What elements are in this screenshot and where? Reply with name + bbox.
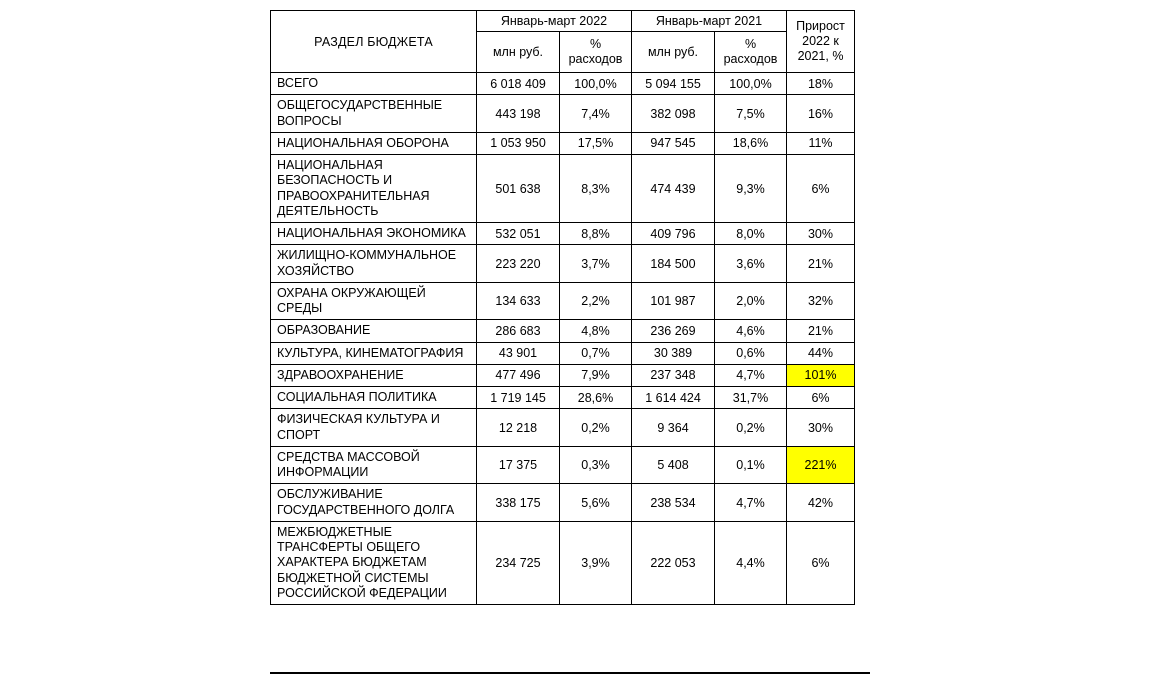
table-row xyxy=(271,95,855,133)
cell-growth: 6% xyxy=(787,387,855,409)
cell-section-name: ЖИЛИЩНО-КОММУНАЛЬНОЕ ХОЗЯЙСТВО xyxy=(271,245,477,283)
cell-growth: 6% xyxy=(787,155,855,223)
table-row xyxy=(271,320,855,342)
cell-section-name: ВСЕГО xyxy=(271,73,477,95)
cell-pct-2021: 18,6% xyxy=(715,132,787,154)
cell-pct-2022: 8,8% xyxy=(560,223,632,245)
cell-mln-2021: 222 053 xyxy=(632,521,715,604)
cell-section-name: МЕЖБЮДЖЕТНЫЕ ТРАНСФЕРТЫ ОБЩЕГО ХАРАКТЕРА БЮДЖЕТАМ БЮДЖЕТНОЙ СИСТЕМЫ РОССИЙСКОЙ ФЕДЕРАЦИИ xyxy=(271,521,477,604)
cell-growth: 16% xyxy=(787,95,855,133)
cell-pct-2021: 100,0% xyxy=(715,73,787,95)
cell-pct-2022: 17,5% xyxy=(560,132,632,154)
cell-mln-2022: 134 633 xyxy=(477,282,560,320)
cell-pct-2022: 0,3% xyxy=(560,446,632,484)
cell-pct-2022: 100,0% xyxy=(560,73,632,95)
cell-pct-2022: 5,6% xyxy=(560,484,632,522)
cell-pct-2022: 3,9% xyxy=(560,521,632,604)
table-row xyxy=(271,409,855,447)
table-row xyxy=(271,73,855,95)
cell-pct-2021: 0,2% xyxy=(715,409,787,447)
cell-growth: 44% xyxy=(787,342,855,364)
cell-mln-2022: 1 053 950 xyxy=(477,132,560,154)
cell-mln-2022: 6 018 409 xyxy=(477,73,560,95)
cell-mln-2021: 238 534 xyxy=(632,484,715,522)
cell-mln-2022: 12 218 xyxy=(477,409,560,447)
cell-pct-2021: 7,5% xyxy=(715,95,787,133)
table-row xyxy=(271,387,855,409)
cell-pct-2022: 3,7% xyxy=(560,245,632,283)
cell-mln-2022: 338 175 xyxy=(477,484,560,522)
column-header-period-2021: Январь-март 2021 xyxy=(632,11,787,32)
cell-pct-2021: 3,6% xyxy=(715,245,787,283)
cell-mln-2021: 30 389 xyxy=(632,342,715,364)
cell-pct-2021: 0,1% xyxy=(715,446,787,484)
cell-section-name: ЗДРАВООХРАНЕНИЕ xyxy=(271,364,477,386)
cell-pct-2021: 2,0% xyxy=(715,282,787,320)
table-row xyxy=(271,155,855,223)
cell-pct-2022: 7,9% xyxy=(560,364,632,386)
cell-mln-2021: 382 098 xyxy=(632,95,715,133)
column-header-section: РАЗДЕЛ БЮДЖЕТА xyxy=(271,11,477,73)
table-header xyxy=(271,11,855,73)
column-header-mln-2022: млн руб. xyxy=(477,32,560,73)
cell-section-name: НАЦИОНАЛЬНАЯ ЭКОНОМИКА xyxy=(271,223,477,245)
cell-mln-2021: 5 094 155 xyxy=(632,73,715,95)
cell-mln-2021: 101 987 xyxy=(632,282,715,320)
cell-mln-2022: 17 375 xyxy=(477,446,560,484)
column-header-mln-2021: млн руб. xyxy=(632,32,715,73)
cell-mln-2022: 223 220 xyxy=(477,245,560,283)
cell-pct-2021: 4,4% xyxy=(715,521,787,604)
table-row xyxy=(271,342,855,364)
cell-section-name: НАЦИОНАЛЬНАЯ БЕЗОПАСНОСТЬ И ПРАВООХРАНИТЕЛЬНАЯ ДЕЯТЕЛЬНОСТЬ xyxy=(271,155,477,223)
cell-mln-2021: 947 545 xyxy=(632,132,715,154)
cell-growth: 30% xyxy=(787,409,855,447)
cell-section-name: КУЛЬТУРА, КИНЕМАТОГРАФИЯ xyxy=(271,342,477,364)
cell-growth: 18% xyxy=(787,73,855,95)
table-header-row-1 xyxy=(271,11,855,32)
table-row xyxy=(271,446,855,484)
cell-pct-2022: 8,3% xyxy=(560,155,632,223)
cell-growth: 32% xyxy=(787,282,855,320)
cell-pct-2021: 31,7% xyxy=(715,387,787,409)
cell-growth: 101% xyxy=(787,364,855,386)
cell-mln-2022: 1 719 145 xyxy=(477,387,560,409)
cell-mln-2022: 286 683 xyxy=(477,320,560,342)
cell-pct-2021: 8,0% xyxy=(715,223,787,245)
cell-mln-2021: 9 364 xyxy=(632,409,715,447)
cell-growth: 21% xyxy=(787,245,855,283)
cell-mln-2021: 5 408 xyxy=(632,446,715,484)
cell-section-name: СОЦИАЛЬНАЯ ПОЛИТИКА xyxy=(271,387,477,409)
cell-pct-2022: 28,6% xyxy=(560,387,632,409)
table-row xyxy=(271,484,855,522)
cell-section-name: ОБСЛУЖИВАНИЕ ГОСУДАРСТВЕННОГО ДОЛГА xyxy=(271,484,477,522)
cell-growth: 11% xyxy=(787,132,855,154)
cell-mln-2022: 234 725 xyxy=(477,521,560,604)
cell-growth: 42% xyxy=(787,484,855,522)
table-body xyxy=(271,73,855,605)
column-header-pct-2022: % расходов xyxy=(560,32,632,73)
bottom-rule xyxy=(270,672,870,674)
cell-section-name: ОБРАЗОВАНИЕ xyxy=(271,320,477,342)
cell-pct-2021: 0,6% xyxy=(715,342,787,364)
table-row xyxy=(271,245,855,283)
table-row xyxy=(271,521,855,604)
cell-mln-2022: 477 496 xyxy=(477,364,560,386)
cell-section-name: ОБЩЕГОСУДАРСТВЕННЫЕ ВОПРОСЫ xyxy=(271,95,477,133)
cell-section-name: СРЕДСТВА МАССОВОЙ ИНФОРМАЦИИ xyxy=(271,446,477,484)
table-row xyxy=(271,282,855,320)
cell-growth: 21% xyxy=(787,320,855,342)
cell-mln-2021: 184 500 xyxy=(632,245,715,283)
column-header-growth: Прирост 2022 к 2021, % xyxy=(787,11,855,73)
cell-pct-2021: 4,6% xyxy=(715,320,787,342)
cell-mln-2021: 409 796 xyxy=(632,223,715,245)
cell-section-name: ФИЗИЧЕСКАЯ КУЛЬТУРА И СПОРТ xyxy=(271,409,477,447)
table-row xyxy=(271,132,855,154)
cell-pct-2022: 4,8% xyxy=(560,320,632,342)
cell-section-name: ОХРАНА ОКРУЖАЮЩЕЙ СРЕДЫ xyxy=(271,282,477,320)
cell-mln-2021: 237 348 xyxy=(632,364,715,386)
cell-pct-2021: 4,7% xyxy=(715,484,787,522)
cell-mln-2021: 1 614 424 xyxy=(632,387,715,409)
cell-pct-2021: 9,3% xyxy=(715,155,787,223)
cell-growth: 6% xyxy=(787,521,855,604)
cell-mln-2021: 474 439 xyxy=(632,155,715,223)
cell-mln-2022: 532 051 xyxy=(477,223,560,245)
budget-table xyxy=(270,10,855,605)
cell-growth: 30% xyxy=(787,223,855,245)
cell-section-name: НАЦИОНАЛЬНАЯ ОБОРОНА xyxy=(271,132,477,154)
column-header-period-2022: Январь-март 2022 xyxy=(477,11,632,32)
cell-mln-2022: 501 638 xyxy=(477,155,560,223)
cell-pct-2022: 7,4% xyxy=(560,95,632,133)
cell-mln-2021: 236 269 xyxy=(632,320,715,342)
table-row xyxy=(271,364,855,386)
column-header-pct-2021: % расходов xyxy=(715,32,787,73)
table-row xyxy=(271,223,855,245)
cell-pct-2022: 0,7% xyxy=(560,342,632,364)
cell-growth: 221% xyxy=(787,446,855,484)
cell-mln-2022: 443 198 xyxy=(477,95,560,133)
cell-mln-2022: 43 901 xyxy=(477,342,560,364)
cell-pct-2022: 0,2% xyxy=(560,409,632,447)
cell-pct-2022: 2,2% xyxy=(560,282,632,320)
cell-pct-2021: 4,7% xyxy=(715,364,787,386)
